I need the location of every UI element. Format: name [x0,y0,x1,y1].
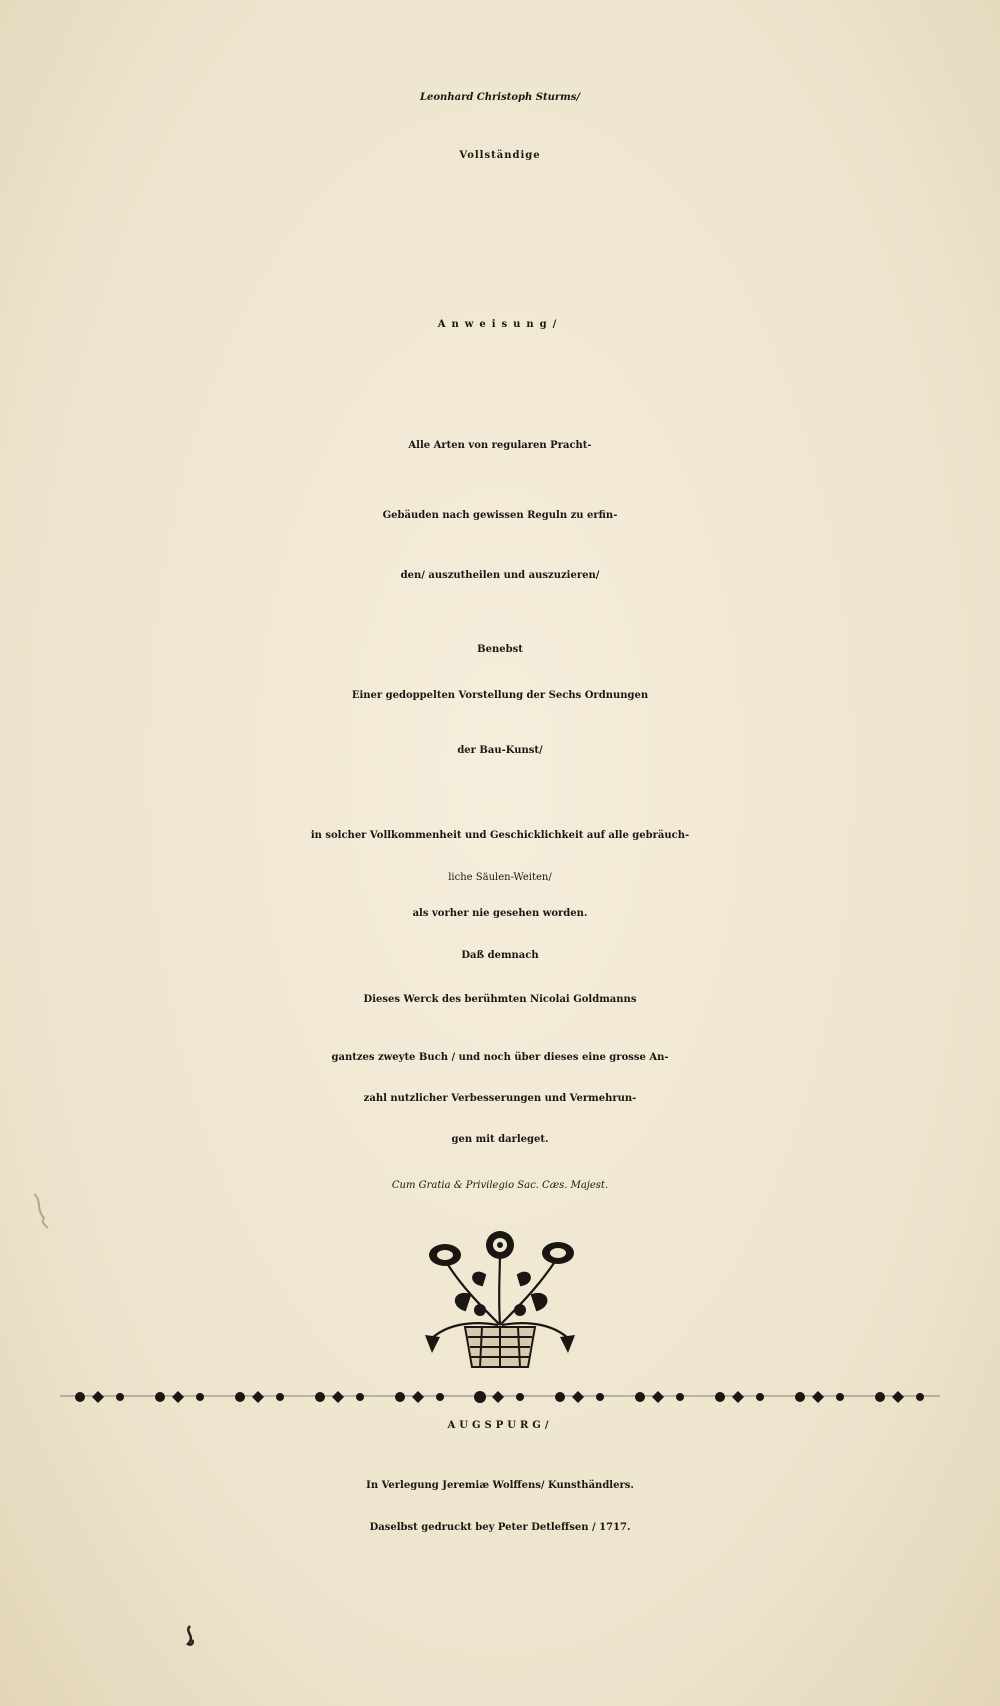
subtitle-line-3: den/ auszutheilen und auszuzieren/ [400,570,600,581]
vollkommen-line-3: als vorher nie gesehen worden. [412,908,588,919]
einer-line: Einer gedoppelten Vorstellung der Sechs Ordnungen [351,690,649,701]
title-line-1: Vollständige [459,150,541,161]
ink-mark-icon [180,1624,200,1648]
baukunst-line: der Bau-Kunst/ [457,745,543,756]
title-line-2: Anweisung/ [437,319,563,330]
publisher-line: In Verlegung Jeremiæ Wolffens/ Kunsthändlers. [366,1480,634,1491]
ink-smudge-icon [30,1190,52,1230]
benebst-line: Benebst [477,644,523,655]
zahl-line: zahl nutzlicher Verbesserungen und Vermehrun- [363,1093,637,1104]
subtitle-line-1: Alle Arten von regularen Pracht- [408,440,592,451]
dass-demnach-line: Daß demnach [461,950,539,961]
author-line: Leonhard Christoph Sturms/ [419,92,581,103]
werk-line: Dieses Werck des berühmten Nicolai Goldmanns [363,994,637,1005]
printer-line: Daselbst gedruckt bey Peter Detleffsen / 1717. [369,1522,631,1533]
privilege-line: Cum Gratia & Privilegio Sac. Cæs. Majest. [391,1180,609,1191]
vollkommen-line-2: liche Säulen-Weiten/ [448,872,552,883]
gantz-line: gantzes zweyte Buch / und noch über dieses eine grosse An- [331,1052,669,1063]
vollkommen-line-1: in solcher Vollkommenheit und Geschicklichkeit auf alle gebräuch- [310,830,690,841]
ornament-border-icon [60,1385,940,1409]
flower-basket-vignette-icon [410,1215,590,1375]
darleget-line: gen mit darleget. [451,1134,549,1145]
city-line: AUGSPURG/ [447,1420,553,1431]
subtitle-line-2: Gebäuden nach gewissen Reguln zu erfin- [382,510,618,521]
